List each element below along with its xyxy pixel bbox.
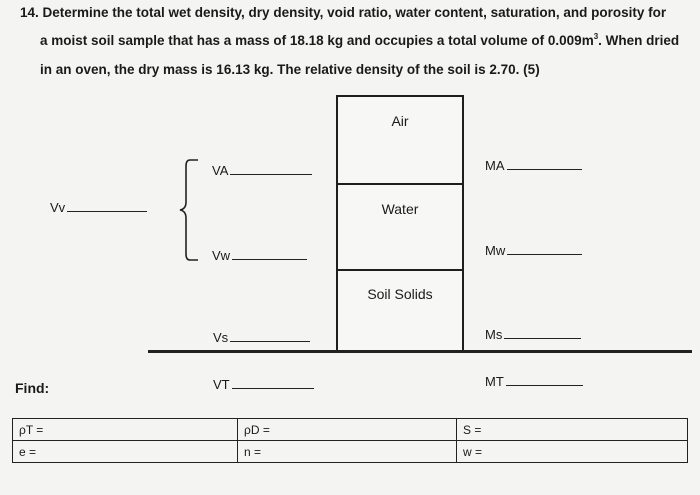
ms-field[interactable] [485,327,581,342]
air-phase-box [336,95,464,185]
question-line-2 [40,28,679,53]
wet-density-cell[interactable]: ρT = [13,419,238,441]
vw-label: Vw [212,248,231,263]
va-blank [230,173,312,175]
question-line-3: in an oven, the dry mass is 16.13 kg. The relative density of the soil is 2.70. (5) [40,62,540,77]
mt-label: MT [485,374,504,389]
mw-field[interactable] [485,243,582,258]
mw-blank [507,253,582,255]
mt-blank [506,384,583,386]
soil-solids-label: Soil Solids [367,286,433,302]
vs-label: Vs [213,330,229,345]
table-row [13,441,688,463]
ma-label: MA [485,158,505,173]
void-ratio-cell[interactable]: e = [13,441,238,463]
find-label: Find: [15,380,50,396]
vv-label: Vv [50,200,66,215]
vt-blank [232,387,314,389]
water-phase-box [336,183,464,271]
ma-blank [507,168,582,170]
dry-density-cell[interactable]: ρD = [238,419,457,441]
vw-field[interactable] [212,248,307,263]
ms-label: Ms [485,327,503,342]
ms-blank [504,337,581,339]
mw-label: Mw [485,243,506,258]
question-line-2-a: a moist soil sample that has a mass of 18.18 kg and occupies a total volume of 0.009m [40,33,594,48]
vs-blank [230,340,310,342]
vt-label: VT [213,377,230,392]
question-line-2-b: . When dried [598,33,680,48]
question-line-1: 14. Determine the total wet density, dry density, void ratio, water content, saturation, and porosity for [20,5,667,20]
soil-solids-phase-box [336,269,464,353]
vw-blank [232,258,307,260]
superscript-3: 3 [593,32,599,41]
table-row [13,419,688,441]
vs-field[interactable] [213,330,310,345]
va-field[interactable] [212,163,312,178]
water-label: Water [381,201,419,217]
porosity-cell[interactable]: n = [238,441,457,463]
vv-blank [67,210,147,212]
results-table [12,418,688,463]
ground-line [148,350,692,353]
saturation-cell[interactable]: S = [457,419,688,441]
brace-icon [178,158,200,262]
ma-field[interactable] [485,158,582,173]
air-label: Air [391,113,409,129]
water-content-cell[interactable]: w = [457,441,688,463]
vt-field[interactable] [213,377,314,392]
vv-field[interactable] [50,200,147,215]
va-label: VA [212,163,229,178]
mt-field[interactable] [485,374,583,389]
